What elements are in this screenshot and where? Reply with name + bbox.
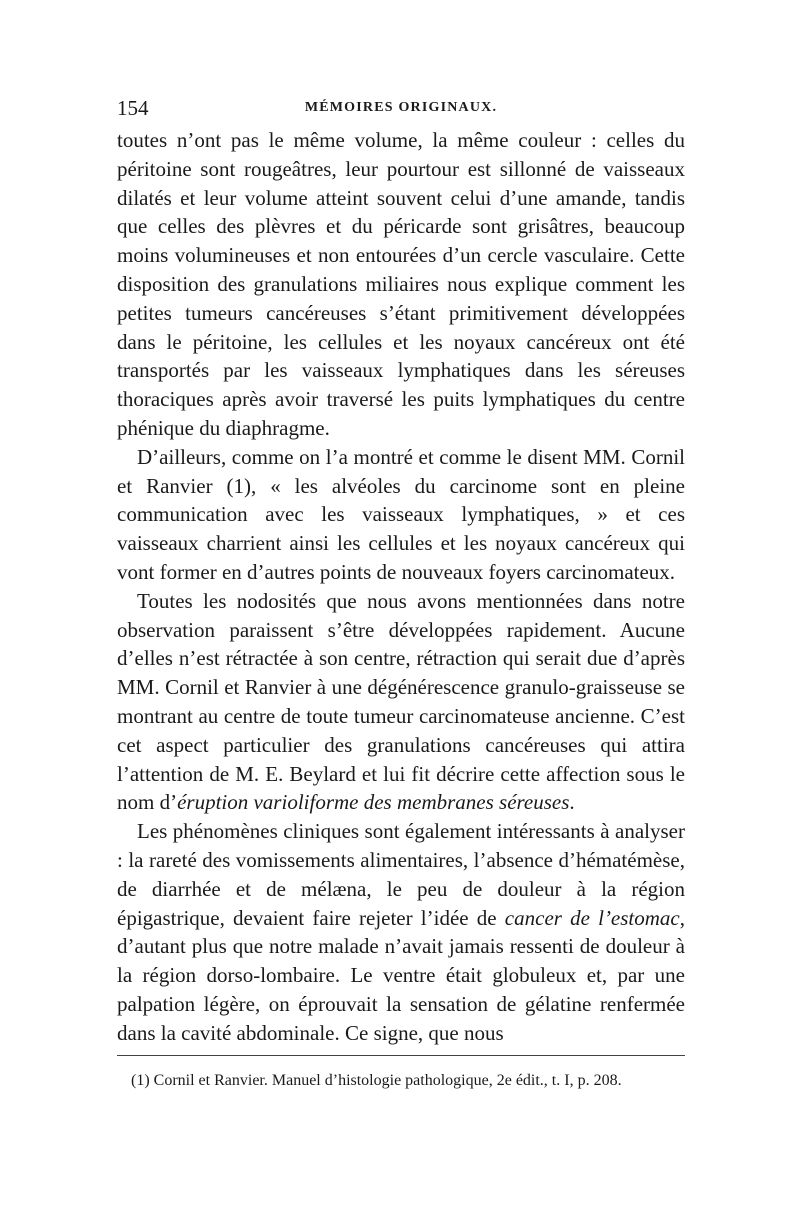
- paragraph-4-emphasis: cancer de l’estomac: [504, 905, 680, 930]
- paragraph-3-end: .: [569, 790, 575, 815]
- paragraph-3-text: Toutes les nodosités que nous avons mentionnées dans notre observation paraissent s’être développées rapidement. Aucune d’elles n’est rétractée à son centre, rétraction qui serait due d’après MM. Cornil et Ranvier à une dégénérescence granulo-graisseuse se montrant au centre de toute tumeur carcinomateuse ancienne. C’est cet aspect particulier des granulations cancéreuses qui attira l’attention de M. E. Beylard et lui fit décrire cette affection sous le nom d’: [117, 588, 685, 815]
- paragraph-3: [117, 587, 685, 817]
- paragraph-2-text: D’ailleurs, comme on l’a montré et comme le disent MM. Cornil et Ranvier (1), « les alvéoles du carcinome sont en pleine communication avec les vaisseaux lymphatiques, » et ces vaisseaux charrient ainsi les cellules et les noyaux cancéreux qui vont former en d’autres points de nouveaux foyers carcinomateux.: [117, 444, 685, 584]
- page-header: [117, 96, 685, 126]
- book-page: [117, 96, 685, 1091]
- body-text: [117, 126, 685, 1048]
- paragraph-2: [117, 443, 685, 587]
- footnote: [117, 1070, 685, 1091]
- paragraph-1: [117, 126, 685, 443]
- paragraph-4-text: Les phénomènes cliniques sont également intéressants à analyser : la rareté des vomissements alimentaires, l’absence d’hématémèse, de diarrhée et de mélæna, le peu de douleur à la région épigastrique, devaient faire rejeter l’idée de: [117, 819, 685, 930]
- paragraph-3-emphasis: éruption varioliforme des membranes séreuses: [177, 790, 570, 815]
- footnote-rule: [117, 1055, 685, 1056]
- page-number: 154: [117, 96, 149, 120]
- running-title: MÉMOIRES ORIGINAUX.: [304, 100, 498, 115]
- paragraph-4: [117, 817, 685, 1047]
- paragraph-4-end: , d’autant plus que notre malade n’avait jamais ressenti de douleur à la région dorso-lombaire. Le ventre était globuleux et, par une palpation légère, on éprouvait la sensation de gélatine renfermée dans la cavité abdominale. Ce signe, que nous: [117, 905, 685, 1045]
- footnote-text: (1) Cornil et Ranvier. Manuel d’histologie pathologique, 2e édit., t. I, p. 208.: [131, 1071, 622, 1089]
- paragraph-1-text: toutes n’ont pas le même volume, la même couleur : celles du péritoine sont rougeâtres, leur pourtour est sillonné de vaisseaux dilatés et leur volume atteint souvent celui d’une amande, tandis que celles des plèvres et du péricarde sont grisâtres, beaucoup moins volumineuses et non entourées d’un cercle vasculaire. Cette disposition des granulations miliaires nous explique comment les petites tumeurs cancéreuses s’étant primitivement développées dans le péritoine, les cellules et les noyaux cancéreux ont été transportés par les vaisseaux lymphatiques dans les séreuses thoraciques après avoir traversé les puits lymphatiques du centre phénique du diaphragme.: [117, 128, 685, 440]
